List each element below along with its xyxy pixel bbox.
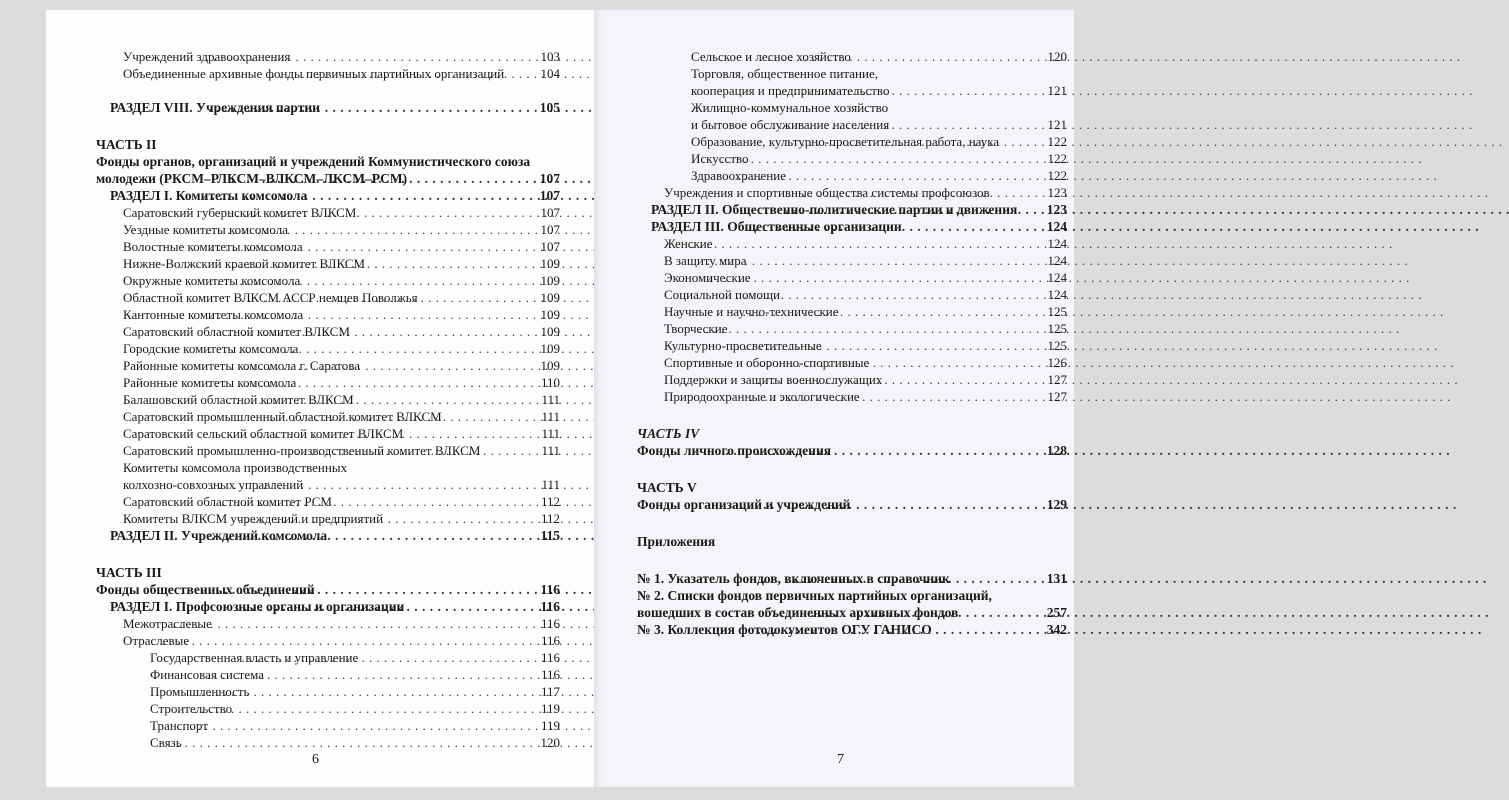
entry-title: № 1. Указатель фондов, включенных в справочник bbox=[637, 571, 950, 586]
entry-title: Саратовский областной комитет ВЛКСМ bbox=[123, 324, 350, 339]
page-number: 7 bbox=[837, 752, 844, 767]
entry-title: Городские комитеты комсомола bbox=[123, 341, 299, 356]
entry-page: 111 bbox=[541, 409, 560, 424]
leader-dots bbox=[721, 150, 1046, 167]
leader-dots bbox=[692, 235, 1046, 252]
entry-title: Нижне-Волжский краевой комитет ВЛКСМ bbox=[123, 256, 366, 271]
table-of-contents-left bbox=[96, 48, 560, 751]
entry-page: 103 bbox=[540, 49, 560, 64]
toc-part-heading bbox=[637, 425, 1067, 442]
entry-page: 107 bbox=[539, 171, 560, 186]
toc-entry[interactable] bbox=[96, 340, 560, 357]
entry-page: 124 bbox=[1047, 236, 1067, 251]
toc-entry[interactable] bbox=[96, 323, 560, 340]
toc-section[interactable] bbox=[96, 527, 560, 544]
leader-dots bbox=[698, 320, 1045, 337]
entry-title: Научные и научно-технические bbox=[664, 304, 839, 319]
entry-page: 107 bbox=[540, 239, 560, 254]
entry-page: 109 bbox=[540, 273, 560, 288]
toc-entry[interactable] bbox=[637, 184, 1067, 201]
leader-dots bbox=[754, 218, 1044, 235]
leader-dots bbox=[255, 408, 539, 425]
toc-entry[interactable] bbox=[96, 238, 560, 255]
entry-page: 105 bbox=[539, 100, 560, 115]
entry-title: вошедших в состав объединенных архивных фондов bbox=[637, 605, 959, 620]
leader-dots bbox=[221, 493, 539, 510]
toc-entry[interactable] bbox=[96, 289, 560, 306]
toc-entry[interactable] bbox=[96, 204, 560, 221]
entry-title: РАЗДЕЛ III. Общественные организации bbox=[651, 219, 902, 234]
entry-page: 123 bbox=[1047, 185, 1067, 200]
entry-title: Саратовский сельский областной комитет ВЛКСМ bbox=[123, 426, 404, 441]
entry-title: Районные комитеты комсомола г. Саратова bbox=[123, 358, 361, 373]
leader-dots bbox=[230, 357, 538, 374]
leader-dots bbox=[210, 306, 538, 323]
leader-dots bbox=[772, 116, 1046, 133]
toc-entry[interactable] bbox=[96, 357, 560, 374]
leader-dots bbox=[208, 374, 539, 391]
toc-entry[interactable] bbox=[96, 700, 560, 717]
entry-page: 120 bbox=[540, 735, 560, 750]
entry-page: 127 bbox=[1047, 389, 1067, 404]
toc-entry[interactable] bbox=[96, 683, 560, 700]
toc-section[interactable] bbox=[96, 99, 560, 116]
entry-page: 125 bbox=[1047, 321, 1067, 336]
toc-entry[interactable] bbox=[637, 269, 1067, 286]
toc-entry[interactable] bbox=[96, 374, 560, 391]
entry-title: Государственная власть и управление bbox=[150, 650, 359, 665]
entry-title: Транспорт bbox=[150, 718, 208, 733]
toc-appendix[interactable] bbox=[637, 604, 1067, 621]
part-title: ЧАСТЬ V bbox=[637, 480, 697, 495]
entry-page: 119 bbox=[540, 701, 560, 716]
leader-dots bbox=[208, 99, 537, 116]
leader-dots bbox=[750, 388, 1046, 405]
toc-section[interactable] bbox=[637, 201, 1067, 218]
toc-entry[interactable] bbox=[96, 510, 560, 527]
toc-section[interactable] bbox=[96, 598, 560, 615]
leader-dots bbox=[709, 269, 1046, 286]
entry-page: 111 bbox=[541, 443, 560, 458]
entry-page: 122 bbox=[1047, 134, 1067, 149]
toc-entry[interactable] bbox=[96, 221, 560, 238]
entry-page: 122 bbox=[1047, 168, 1067, 183]
entry-page: 109 bbox=[540, 290, 560, 305]
leader-dots bbox=[182, 717, 539, 734]
toc-entry[interactable] bbox=[637, 167, 1067, 184]
entry-page: 124 bbox=[1047, 287, 1067, 302]
toc-entry[interactable] bbox=[637, 354, 1067, 371]
entry-page: 121 bbox=[1047, 117, 1067, 132]
entry-page: 123 bbox=[1046, 202, 1067, 217]
entry-page: 129 bbox=[1046, 497, 1067, 512]
toc-part-heading bbox=[96, 136, 560, 153]
entry-page: 116 bbox=[540, 599, 560, 614]
leader-dots bbox=[162, 632, 539, 649]
entry-page: 124 bbox=[1047, 270, 1067, 285]
entry-title: Поддержки и защиты военнослужащих bbox=[664, 372, 883, 387]
toc-entry[interactable] bbox=[96, 666, 560, 683]
entry-page: 112 bbox=[540, 511, 560, 526]
toc-entry[interactable] bbox=[637, 235, 1067, 252]
leader-dots bbox=[266, 442, 540, 459]
leader-dots bbox=[227, 323, 539, 340]
leader-dots bbox=[801, 133, 1045, 150]
right-page bbox=[594, 10, 1074, 787]
entry-page: 127 bbox=[1047, 372, 1067, 387]
leader-dots bbox=[757, 621, 1045, 638]
appendices-title: Приложения bbox=[637, 534, 716, 549]
leader-dots bbox=[764, 604, 1044, 621]
toc-entry[interactable] bbox=[96, 493, 560, 510]
toc-entry[interactable] bbox=[637, 65, 1067, 82]
toc-part[interactable] bbox=[96, 581, 560, 598]
entry-page: 107 bbox=[539, 188, 560, 203]
leader-dots bbox=[236, 598, 539, 615]
entry-page: 109 bbox=[540, 358, 560, 373]
leader-dots bbox=[232, 255, 539, 272]
toc-entry[interactable] bbox=[637, 133, 1067, 150]
entry-title: Женские bbox=[664, 236, 713, 251]
entry-page: 125 bbox=[1047, 338, 1067, 353]
entry-page: 128 bbox=[1046, 443, 1067, 458]
entry-title: Социальной помощи bbox=[664, 287, 780, 302]
toc-entry[interactable] bbox=[637, 303, 1067, 320]
entry-page: 124 bbox=[1046, 219, 1067, 234]
toc-section[interactable] bbox=[637, 218, 1067, 235]
entry-title: Саратовский промышленно-производственный комитет ВЛКСМ bbox=[123, 443, 481, 458]
entry-title: колхозно-совхозных управлений bbox=[123, 477, 304, 492]
entry-title: Районные комитеты комсомола bbox=[123, 375, 297, 390]
leader-dots bbox=[207, 666, 539, 683]
entry-title: Образование, культурно-просветительная работа, наука bbox=[691, 134, 1000, 149]
leader-dots bbox=[244, 425, 539, 442]
leader-dots bbox=[211, 476, 540, 493]
part-title: ЧАСТЬ III bbox=[96, 565, 162, 580]
entry-title: Строительство bbox=[150, 701, 233, 716]
entry-page: 112 bbox=[540, 494, 560, 509]
entry-title: Промышленность bbox=[150, 684, 250, 699]
entry-page: 257 bbox=[1046, 605, 1067, 620]
toc-entry[interactable] bbox=[637, 337, 1067, 354]
toc-entry[interactable] bbox=[96, 649, 560, 666]
entry-title: В защиту мира bbox=[664, 253, 747, 268]
toc-entry[interactable] bbox=[96, 632, 560, 649]
entry-page: 124 bbox=[1047, 253, 1067, 268]
entry-title: РАЗДЕЛ I. Комитеты комсомола bbox=[110, 188, 308, 203]
entry-title: кооперация и предпринимательство bbox=[691, 83, 890, 98]
toc-entry[interactable] bbox=[96, 615, 560, 632]
leader-dots bbox=[787, 184, 1045, 201]
toc-entry[interactable] bbox=[96, 272, 560, 289]
entry-title: Искусство bbox=[691, 151, 749, 166]
entry-title: Комитеты ВЛКСМ учреждений и предприятий bbox=[123, 511, 384, 526]
leader-dots bbox=[170, 734, 539, 751]
entry-title: молодежи (РКСМ–РЛКСМ–ВЛКСМ–ЛКСМ–РСМ) bbox=[96, 171, 408, 186]
leader-dots bbox=[238, 510, 539, 527]
entry-title: Экономические bbox=[664, 270, 751, 285]
toc-entry[interactable] bbox=[637, 48, 1067, 65]
toc-entry[interactable] bbox=[96, 306, 560, 323]
leader-dots bbox=[707, 252, 1046, 269]
entry-page: 117 bbox=[540, 684, 560, 699]
entry-page: 111 bbox=[541, 392, 560, 407]
toc-entry[interactable] bbox=[637, 388, 1067, 405]
toc-part[interactable] bbox=[96, 153, 560, 170]
entry-title: Финансовая система bbox=[150, 667, 265, 682]
entry-page: 122 bbox=[1047, 151, 1067, 166]
entry-title: Учреждения и спортивные общества системы профсоюзов bbox=[664, 185, 990, 200]
leader-dots bbox=[204, 187, 538, 204]
toc-entry[interactable] bbox=[637, 116, 1067, 133]
leader-dots bbox=[209, 340, 539, 357]
leader-dots bbox=[229, 204, 538, 221]
toc-entry[interactable] bbox=[96, 65, 560, 82]
entry-page: 116 bbox=[540, 650, 560, 665]
leader-dots bbox=[759, 48, 1045, 65]
toc-entry[interactable] bbox=[96, 717, 560, 734]
leader-dots bbox=[194, 700, 539, 717]
entry-page: 111 bbox=[541, 477, 560, 492]
entry-page: 131 bbox=[1046, 571, 1067, 586]
entry-title: РАЗДЕЛ II. Учреждений комсомола bbox=[110, 528, 328, 543]
entry-title: Комитеты комсомола производственных bbox=[123, 460, 348, 475]
entry-page: 125 bbox=[1047, 304, 1067, 319]
toc-part-heading bbox=[96, 564, 560, 581]
leader-dots bbox=[206, 48, 539, 65]
toc-appendix[interactable] bbox=[637, 570, 1067, 587]
entry-title: РАЗДЕЛ II. Общественно-политические партии и движения bbox=[651, 202, 1018, 217]
entry-page: 109 bbox=[540, 341, 560, 356]
entry-page: 120 bbox=[1047, 49, 1067, 64]
toc-part-heading bbox=[637, 479, 1067, 496]
entry-title: Здравоохранение bbox=[691, 168, 786, 183]
entry-title: № 3. Коллекция фотодокументов ОГУ ГАНИСО bbox=[637, 622, 932, 637]
entry-page: 109 bbox=[540, 307, 560, 322]
part-title: ЧАСТЬ II bbox=[96, 137, 157, 152]
entry-title: Фонды личного происхождения bbox=[637, 443, 832, 458]
entry-title: Объединенные архивные фонды первичных партийных организаций bbox=[123, 66, 505, 81]
left-page bbox=[46, 10, 594, 787]
entry-title: Природоохранные и экологические bbox=[664, 389, 860, 404]
leader-dots bbox=[772, 82, 1046, 99]
entry-title: Учреждений здравоохранения bbox=[123, 49, 291, 64]
entry-title: Сельское и лесное хозяйство bbox=[691, 49, 851, 64]
entry-title: Саратовский промышленный областной комитет ВЛКСМ bbox=[123, 409, 442, 424]
leader-dots bbox=[785, 201, 1044, 218]
entry-page: 107 bbox=[540, 205, 560, 220]
entry-title: Фонды общественных объединений bbox=[96, 582, 315, 597]
entry-page: 104 bbox=[540, 66, 560, 81]
entry-title: Творческие bbox=[664, 321, 728, 336]
toc-part[interactable] bbox=[637, 496, 1067, 513]
entry-page: 116 bbox=[540, 616, 560, 631]
entry-title: Уездные комитеты комсомола bbox=[123, 222, 288, 237]
leader-dots bbox=[762, 570, 1045, 587]
entry-title: Торговля, общественное питание, bbox=[691, 66, 878, 81]
leader-dots bbox=[737, 337, 1046, 354]
entry-title: Балашовский областной комитет ВЛКСМ bbox=[123, 392, 354, 407]
page-number: 6 bbox=[312, 752, 319, 767]
entry-page: 121 bbox=[1047, 83, 1067, 98]
leader-dots bbox=[248, 289, 538, 306]
toc-appendix[interactable] bbox=[637, 621, 1067, 638]
leader-dots bbox=[721, 286, 1046, 303]
toc-part-heading bbox=[637, 533, 1067, 550]
entry-page: 115 bbox=[540, 528, 560, 543]
leader-dots bbox=[209, 272, 538, 289]
toc-entry[interactable] bbox=[96, 459, 560, 476]
entry-page: 116 bbox=[540, 633, 560, 648]
entry-title: Фонды органов, организаций и учреждений Коммунистического союза bbox=[96, 154, 531, 169]
leader-dots bbox=[231, 170, 538, 187]
table-of-contents-right bbox=[637, 48, 1067, 638]
entry-title: Культурно-просветительные bbox=[664, 338, 822, 353]
entry-page: 126 bbox=[1047, 355, 1067, 370]
entry-title: Саратовский губернский комитет ВЛКСМ bbox=[123, 205, 357, 220]
leader-dots bbox=[753, 354, 1046, 371]
toc-part[interactable] bbox=[96, 170, 560, 187]
leader-dots bbox=[271, 65, 538, 82]
entry-page: 116 bbox=[540, 582, 560, 597]
toc-entry[interactable] bbox=[637, 99, 1067, 116]
entry-title: Спортивные и оборонно-спортивные bbox=[664, 355, 870, 370]
leader-dots bbox=[173, 615, 539, 632]
toc-entry[interactable] bbox=[637, 320, 1067, 337]
entry-page: 111 bbox=[541, 426, 560, 441]
part-title: ЧАСТЬ IV bbox=[637, 426, 700, 441]
entry-title: РАЗДЕЛ VIII. Учреждения партии bbox=[110, 100, 320, 115]
entry-title: и бытовое обслуживание населения bbox=[691, 117, 890, 132]
toc-entry[interactable] bbox=[637, 286, 1067, 303]
toc-entry[interactable] bbox=[96, 442, 560, 459]
entry-page: 119 bbox=[540, 718, 560, 733]
entry-page: 342 bbox=[1046, 622, 1067, 637]
leader-dots bbox=[757, 371, 1046, 388]
leader-dots bbox=[211, 527, 538, 544]
entry-title: Отраслевые bbox=[123, 633, 190, 648]
toc-entry[interactable] bbox=[637, 371, 1067, 388]
toc-entry[interactable] bbox=[96, 425, 560, 442]
entry-title: Саратовский областной комитет РСМ bbox=[123, 494, 332, 509]
leader-dots bbox=[205, 221, 539, 238]
toc-entry[interactable] bbox=[96, 476, 560, 493]
leader-dots bbox=[201, 581, 539, 598]
entry-page: 110 bbox=[540, 375, 560, 390]
toc-appendix[interactable] bbox=[637, 587, 1067, 604]
toc-entry[interactable] bbox=[96, 48, 560, 65]
entry-page: 116 bbox=[540, 667, 560, 682]
leader-dots bbox=[210, 238, 538, 255]
entry-title: № 2. Списки фондов первичных партийных организаций, bbox=[637, 588, 992, 603]
leader-dots bbox=[742, 303, 1045, 320]
entry-title: Фонды организаций и учреждений bbox=[637, 497, 851, 512]
leader-dots bbox=[736, 167, 1046, 184]
leader-dots bbox=[228, 391, 539, 408]
leader-dots bbox=[241, 649, 539, 666]
entry-title: Волостные комитеты комсомола bbox=[123, 239, 303, 254]
toc-entry[interactable] bbox=[96, 734, 560, 751]
leader-dots bbox=[726, 442, 1045, 459]
toc-entry[interactable] bbox=[96, 408, 560, 425]
toc-entry[interactable] bbox=[96, 391, 560, 408]
toc-entry[interactable] bbox=[96, 255, 560, 272]
entry-title: Связь bbox=[150, 735, 182, 750]
toc-entry[interactable] bbox=[637, 252, 1067, 269]
toc-entry[interactable] bbox=[637, 150, 1067, 167]
toc-entry[interactable] bbox=[637, 82, 1067, 99]
entry-title: Окружные комитеты комсомола bbox=[123, 273, 301, 288]
toc-part[interactable] bbox=[637, 442, 1067, 459]
entry-page: 109 bbox=[540, 324, 560, 339]
entry-title: Межотраслевые bbox=[123, 616, 212, 631]
entry-page: 109 bbox=[540, 256, 560, 271]
entry-title: Кантонные комитеты комсомола bbox=[123, 307, 304, 322]
toc-section[interactable] bbox=[96, 187, 560, 204]
entry-page: 107 bbox=[540, 222, 560, 237]
entry-title: Областной комитет ВЛКСМ АССР немцев Поволжья bbox=[123, 290, 418, 305]
leader-dots bbox=[201, 683, 539, 700]
entry-title: Жилищно-коммунальное хозяйство bbox=[691, 100, 889, 115]
leader-dots bbox=[732, 496, 1045, 513]
entry-title: РАЗДЕЛ I. Профсоюзные органы и организации bbox=[110, 599, 405, 614]
